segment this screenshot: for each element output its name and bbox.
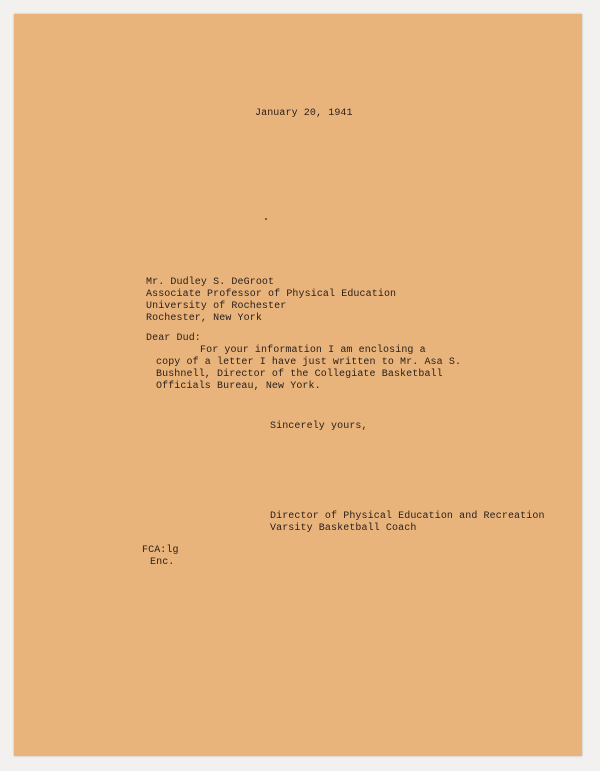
- signature-title: Director of Physical Education and Recreation: [270, 511, 545, 522]
- enclosure-note: Enc.: [150, 557, 175, 568]
- reference-initials: FCA:lg: [142, 545, 179, 556]
- letter-page: [14, 14, 582, 756]
- body-line: For your information I am enclosing a: [200, 345, 426, 356]
- body-line: copy of a letter I have just written to Mr. Asa S.: [156, 357, 462, 368]
- paper-speck: [265, 218, 267, 220]
- recipient-name: Mr. Dudley S. DeGroot: [146, 277, 275, 288]
- signature-title: Varsity Basketball Coach: [270, 523, 417, 534]
- recipient-title: Associate Professor of Physical Education: [146, 289, 397, 300]
- body-line: Officials Bureau, New York.: [156, 381, 321, 392]
- recipient-city: Rochester, New York: [146, 313, 262, 324]
- recipient-institution: University of Rochester: [146, 301, 287, 312]
- closing: Sincerely yours,: [270, 421, 368, 432]
- letter-date: January 20, 1941: [255, 108, 353, 119]
- body-line: Bushnell, Director of the Collegiate Basketball: [156, 369, 443, 380]
- salutation: Dear Dud:: [146, 333, 201, 344]
